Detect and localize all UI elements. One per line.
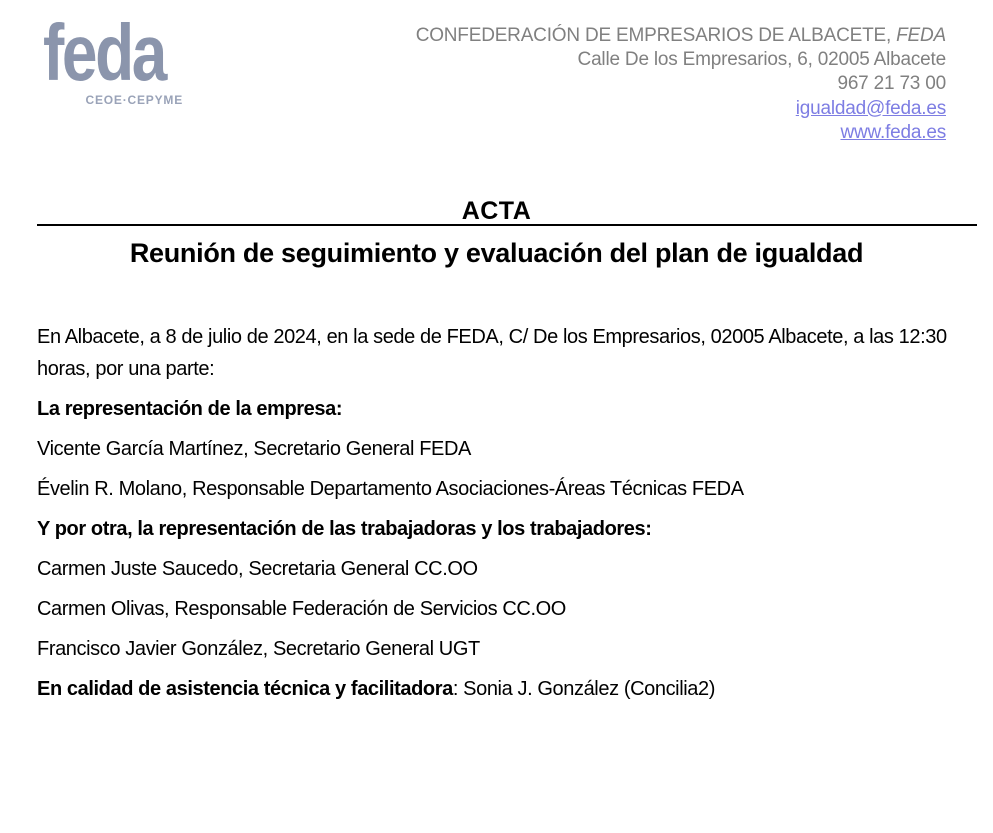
feda-logo-tagline: CEOE·CEPYME <box>85 93 183 107</box>
org-name-prefix: CONFEDERACIÓN DE EMPRESARIOS DE ALBACETE, <box>415 25 897 46</box>
document-body <box>37 321 977 705</box>
assistance-line <box>37 673 977 705</box>
workers-rep-line: Carmen Juste Saucedo, Secretaria General CC.OO <box>37 558 478 580</box>
phone-line: 967 21 73 00 <box>837 73 946 95</box>
email-line <box>416 97 946 121</box>
workers-rep-line: Carmen Olivas, Responsable Federación de Servicios CC.OO <box>37 598 566 620</box>
feda-logo <box>43 8 183 107</box>
website-link[interactable]: www.feda.es <box>840 121 946 143</box>
website-line <box>416 121 946 145</box>
email-link[interactable]: igualdad@feda.es <box>795 97 946 119</box>
doc-subtitle: Reunión de seguimiento y evaluación del plan de igualdad <box>129 238 864 268</box>
company-rep-line: Vicente García Martínez, Secretario General FEDA <box>37 438 471 460</box>
assistance-heading: En calidad de asistencia técnica y facilitadora <box>37 678 453 700</box>
workers-rep-line: Francisco Javier González, Secretario General UGT <box>37 638 480 660</box>
feda-logo-wordmark: feda <box>43 8 165 97</box>
intro-paragraph: En Albacete, a 8 de julio de 2024, en la sede de FEDA, C/ De los Empresarios, 02005 Albacete, a las 12:30 horas, por una parte: <box>37 326 947 380</box>
org-name-acronym: FEDA <box>896 25 946 46</box>
company-rep-line: Évelin R. Molano, Responsable Departamento Asociaciones-Áreas Técnicas FEDA <box>37 478 744 500</box>
title-divider <box>37 224 977 226</box>
org-name-line <box>416 24 946 48</box>
address-line: Calle De los Empresarios, 6, 02005 Albacete <box>577 49 946 71</box>
assistance-value: : Sonia J. González (Concilia2) <box>452 678 716 700</box>
doc-title: ACTA <box>461 197 532 225</box>
header-contact-block <box>416 24 946 145</box>
company-section-heading: La representación de la empresa: <box>37 398 343 420</box>
workers-section-heading: Y por otra, la representación de las trabajadoras y los trabajadores: <box>37 518 652 540</box>
